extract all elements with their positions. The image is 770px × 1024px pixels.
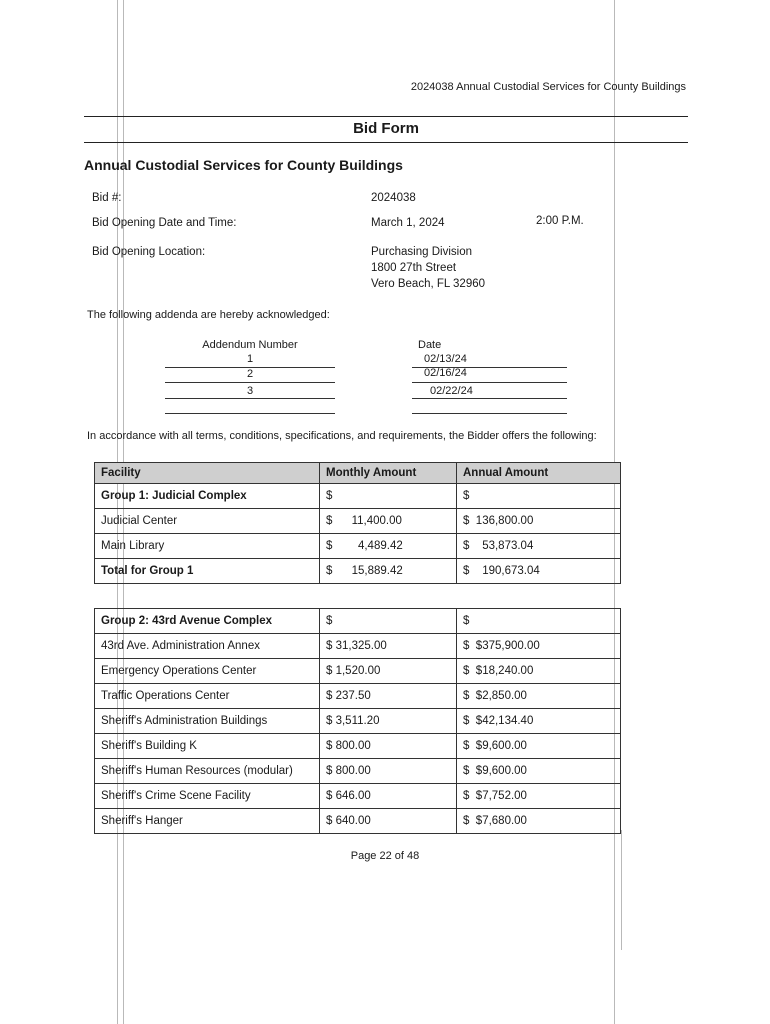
group1-table bbox=[94, 462, 621, 584]
bid-number-value: 2024038 bbox=[371, 192, 416, 204]
bid-number-label: Bid #: bbox=[92, 192, 122, 204]
currency-symbol: $ bbox=[463, 565, 470, 577]
table-row bbox=[95, 659, 621, 684]
table-row bbox=[95, 684, 621, 709]
opening-time: 2:00 P.M. bbox=[536, 215, 584, 227]
facility-cell: Main Library bbox=[95, 534, 320, 559]
currency-symbol: $ bbox=[463, 740, 470, 752]
annual-value: 53,873.04 bbox=[482, 540, 534, 552]
currency-symbol: $ bbox=[463, 665, 470, 677]
addenda-note: The following addenda are hereby acknowledged: bbox=[87, 309, 330, 321]
addendum-underline bbox=[165, 398, 335, 399]
currency-symbol: $ bbox=[463, 540, 470, 552]
group-title-row bbox=[95, 609, 621, 634]
annual-cell bbox=[457, 784, 621, 809]
scan-artifact-line bbox=[621, 830, 622, 950]
addendum-underline bbox=[412, 413, 567, 414]
annual-value: $2,850.00 bbox=[475, 690, 527, 702]
monthly-cell bbox=[320, 534, 457, 559]
annual-value: $7,680.00 bbox=[475, 815, 527, 827]
currency-symbol: $ bbox=[463, 690, 470, 702]
currency-symbol: $ bbox=[463, 790, 470, 802]
annual-cell bbox=[457, 559, 621, 584]
addendum-underline bbox=[412, 382, 567, 383]
table-row bbox=[95, 634, 621, 659]
total-label: Total for Group 1 bbox=[95, 559, 320, 584]
section-title: Annual Custodial Services for County Buildings bbox=[84, 157, 403, 173]
monthly-header: Monthly Amount bbox=[320, 463, 457, 484]
monthly-cell bbox=[320, 509, 457, 534]
group2-table bbox=[94, 608, 621, 834]
addendum-underline bbox=[412, 398, 567, 399]
annual-header: Annual Amount bbox=[457, 463, 621, 484]
currency-cell: $ bbox=[320, 609, 457, 634]
table-row bbox=[95, 809, 621, 834]
monthly-cell: $ 1,520.00 bbox=[320, 659, 457, 684]
currency-symbol: $ bbox=[463, 640, 470, 652]
header-rule bbox=[84, 116, 688, 117]
annual-cell bbox=[457, 534, 621, 559]
location-address bbox=[371, 244, 485, 292]
addendum-number-header: Addendum Number bbox=[202, 339, 298, 351]
facility-cell: Sheriff's Human Resources (modular) bbox=[95, 759, 320, 784]
annual-cell bbox=[457, 659, 621, 684]
facility-cell: Sheriff's Administration Buildings bbox=[95, 709, 320, 734]
annual-cell bbox=[457, 734, 621, 759]
location-line: Vero Beach, FL 32960 bbox=[371, 278, 486, 290]
annual-value: $42,134.40 bbox=[475, 715, 534, 727]
monthly-cell: $ 640.00 bbox=[320, 809, 457, 834]
annual-value: $375,900.00 bbox=[475, 640, 540, 652]
monthly-cell: $ 646.00 bbox=[320, 784, 457, 809]
annual-cell bbox=[457, 509, 621, 534]
monthly-cell bbox=[320, 559, 457, 584]
table-row bbox=[95, 734, 621, 759]
table-row bbox=[95, 784, 621, 809]
facility-cell: Sheriff's Hanger bbox=[95, 809, 320, 834]
page-number: Page 22 of 48 bbox=[350, 850, 420, 862]
total-row bbox=[95, 559, 621, 584]
currency-symbol: $ bbox=[326, 515, 333, 527]
currency-symbol: $ bbox=[463, 715, 470, 727]
table-header-row bbox=[95, 463, 621, 484]
opening-date: March 1, 2024 bbox=[371, 217, 445, 229]
monthly-cell: $ 800.00 bbox=[320, 759, 457, 784]
currency-symbol: $ bbox=[326, 540, 333, 552]
facility-cell: Sheriff's Crime Scene Facility bbox=[95, 784, 320, 809]
location-line: 1800 27th Street bbox=[371, 262, 457, 274]
addendum-date: 02/16/24 bbox=[424, 367, 467, 379]
facility-cell: 43rd Ave. Administration Annex bbox=[95, 634, 320, 659]
monthly-value: 4,489.42 bbox=[357, 540, 403, 552]
annual-value: 136,800.00 bbox=[475, 515, 534, 527]
facility-cell: Judicial Center bbox=[95, 509, 320, 534]
addendum-date-header: Date bbox=[418, 339, 442, 351]
annual-cell bbox=[457, 809, 621, 834]
monthly-cell: $ 800.00 bbox=[320, 734, 457, 759]
form-title: Bid Form bbox=[353, 120, 419, 137]
facility-header: Facility bbox=[95, 463, 320, 484]
group2-title: Group 2: 43rd Avenue Complex bbox=[95, 609, 320, 634]
currency-symbol: $ bbox=[326, 565, 333, 577]
table-row bbox=[95, 759, 621, 784]
addendum-date: 02/22/24 bbox=[430, 385, 473, 397]
location-line: Purchasing Division bbox=[371, 246, 472, 258]
currency-symbol: $ bbox=[463, 515, 470, 527]
currency-cell: $ bbox=[457, 609, 621, 634]
annual-cell bbox=[457, 684, 621, 709]
annual-cell bbox=[457, 709, 621, 734]
group1-title: Group 1: Judicial Complex bbox=[95, 484, 320, 509]
annual-value: $7,752.00 bbox=[475, 790, 527, 802]
total-annual: 190,673.04 bbox=[482, 565, 540, 577]
currency-symbol: $ bbox=[463, 815, 470, 827]
currency-cell: $ bbox=[320, 484, 457, 509]
annual-value: $18,240.00 bbox=[475, 665, 534, 677]
table-row bbox=[95, 534, 621, 559]
facility-cell: Emergency Operations Center bbox=[95, 659, 320, 684]
annual-value: $9,600.00 bbox=[475, 740, 527, 752]
annual-value: $9,600.00 bbox=[475, 765, 527, 777]
monthly-value: 11,400.00 bbox=[351, 515, 402, 527]
monthly-cell: $ 237.50 bbox=[320, 684, 457, 709]
facility-cell: Sheriff's Building K bbox=[95, 734, 320, 759]
monthly-cell: $ 3,511.20 bbox=[320, 709, 457, 734]
annual-cell bbox=[457, 634, 621, 659]
table-row bbox=[95, 509, 621, 534]
addendum-underline bbox=[165, 382, 335, 383]
currency-cell: $ bbox=[457, 484, 621, 509]
table-row bbox=[95, 709, 621, 734]
addendum-number: 3 bbox=[246, 385, 254, 397]
annual-cell bbox=[457, 759, 621, 784]
addendum-underline bbox=[165, 413, 335, 414]
offer-statement: In accordance with all terms, conditions, specifications, and requirements, the Bidder offers the following: bbox=[87, 430, 597, 442]
running-header: 2024038 Annual Custodial Services for County Buildings bbox=[410, 81, 686, 93]
addendum-number: 2 bbox=[246, 368, 254, 380]
currency-symbol: $ bbox=[463, 765, 470, 777]
group-title-row bbox=[95, 484, 621, 509]
total-monthly: 15,889.42 bbox=[351, 565, 403, 577]
facility-cell: Traffic Operations Center bbox=[95, 684, 320, 709]
monthly-cell: $ 31,325.00 bbox=[320, 634, 457, 659]
location-label: Bid Opening Location: bbox=[92, 246, 206, 258]
addendum-number: 1 bbox=[246, 353, 254, 365]
addendum-date: 02/13/24 bbox=[424, 353, 467, 365]
title-rule bbox=[84, 142, 688, 143]
opening-label: Bid Opening Date and Time: bbox=[92, 217, 237, 229]
